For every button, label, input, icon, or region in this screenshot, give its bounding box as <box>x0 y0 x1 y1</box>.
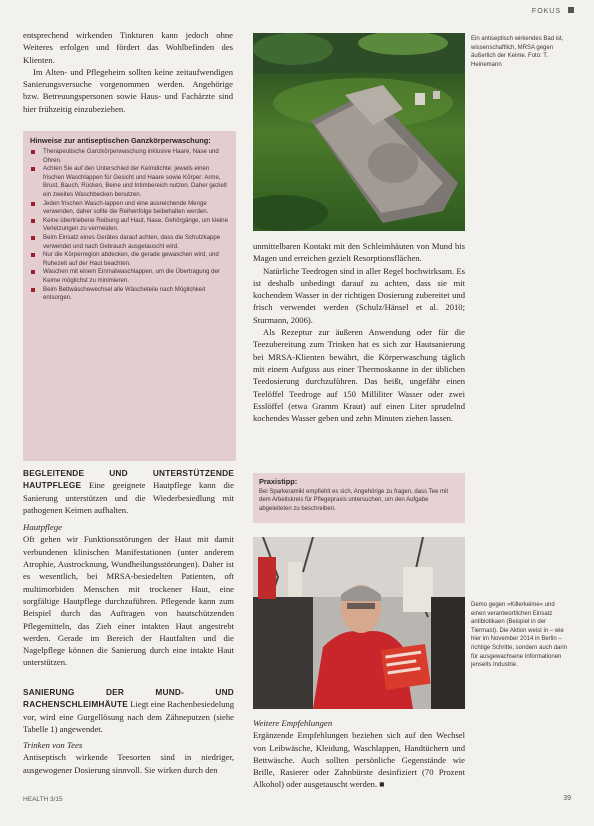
subheading-empfehlungen: Weitere Empfehlungen <box>253 718 333 728</box>
bullet-icon <box>31 202 35 206</box>
hints-list <box>30 148 230 303</box>
intro-text <box>23 29 233 115</box>
list-item: Keine übertriebene Reibung auf Haut, Nase, Gehörgänge, um kleine Verletzungen zu vermeiden. <box>30 217 230 234</box>
tees-text: Antiseptisch wirkende Teesorten sind in niedriger, ausgewogener Dosierung sinnvoll. Sie wirken durch den <box>23 752 234 775</box>
bullet-icon <box>31 236 35 240</box>
photo-demonstration <box>253 537 465 709</box>
list-item: Waschen mit einem Einmalwaschlappen, um die Übertragung der Keime möglichst zu minimieren. <box>30 268 230 285</box>
section-heading: BEGLEITENDE UND UNTERSTÜTZENDE HAUTPFLEGE <box>23 468 234 491</box>
bullet-icon <box>31 288 35 292</box>
section-mundraum <box>23 686 234 776</box>
bullet-icon <box>31 167 35 171</box>
column-2-text <box>253 240 465 424</box>
page-section-label <box>532 7 574 15</box>
bullet-icon <box>31 253 35 257</box>
section-marker-icon <box>568 7 574 13</box>
hautpflege-text: Oft gehen wir Funktionsstörungen der Haut mit damit verbundenen klinischen Manifestationen (unter anderem Atrophie, Austrocknung, Wundheilungsstörungen). Daher ist es wesentlich, bei MRSA-besiedelten Patienten, oft multimorbiden Menschen mit trockener Haut, eine sorgfältige Hautpflege durchzuführen. Pflegende kann zum Beispiel durch das Auftragen von hautschützenden Pflegemitteln, das Zieh einer intakten Haut angestrebt werden. Gerade im Bereich der Hautfalten und die Nagelpflege können die Sanierung durch eine intakte Haut unterstützen. <box>23 534 234 668</box>
photo-caption-top: Ein antiseptisch wirkendes Bad ist, wissenschaftlich, MRSA gegen äußerlich der Keime. Foto: T. Heinemann <box>471 36 564 68</box>
intro-paragraph-2: Im Alten- und Pflegeheim sollten keine zeitaufwendigen Sanierungsversuche vorgenommen werden. Angehörige bzw. Betreuungspersonen sowie Haus- und Fachärzte sind hier frühzeitig einzubeziehen. <box>23 66 233 114</box>
tip-text: Bei Sparkeramikl empfiehlt es sich, Angehörige zu fragen, dass Tee mit dem Arbeitskreis für Pflegepraxis untersuchen, um den Aufgabe abgeleiteten zu beschreiben. <box>259 489 448 512</box>
col2-paragraph: unmittelbaren Kontakt mit den Schleimhäuten von Mund bis Magen und erreichen gezielt Resorptionsflächen. <box>253 241 465 264</box>
list-item: Therapeutische Ganzkörperwaschung inklusive Haare, Nase und Ohren. <box>30 148 230 165</box>
section-lead: Eine geeignete Hautpflege kann die Sanierung unterstützen und die Wiederbesiedlung mit pathogenen Keimen aufhalten. <box>23 480 234 515</box>
list-item: Nur die Körperregion abdecken, die gerade gewaschen wird, und Ruhezeit auf der Haut beachten. <box>30 251 230 268</box>
tip-title: Praxistipp: <box>259 477 298 486</box>
hints-box <box>23 131 236 461</box>
empfehlungen-text: Ergänzende Empfehlungen beziehen sich auf den Wechsel von Leibwäsche, Kleidung, Waschlappen, Handtüchern und Bettwäsche. Auch sollten persönliche Gegenstände wie Brille, Rasierer oder Zahnbürste desinfiziert (70 Prozent Alkohol) oder ausgetauscht werden. ■ <box>253 730 465 790</box>
subheading-tees: Trinken von Tees <box>23 740 83 751</box>
list-item: Beim Einsatz eines Gerätes darauf achten, dass die Schutzkappe verwendet und nach Gebrauch ausgetauscht wird. <box>30 234 230 251</box>
col2-paragraph: Als Rezeptur zur äußeren Anwendung oder für die Teezubereitung zum Trinken hat es sich zur Hautsanierung bei MRSA-Klienten bewährt, die Körperwaschung täglich mit einem Aufguss aus einer Thermoskanne in der üblichen Teedosierung durchzuführen. Das heißt, ungefähr einen Teelöffel Teedroge auf 150 Milliliter Wasser oder zwei Esslöffel (etwa Gramm Kraut) auf einen Liter sprudelnd kochendes Wasser geben und zehn Minuten ziehen lassen. <box>253 327 465 424</box>
bullet-icon <box>31 270 35 274</box>
col2-paragraph: Natürliche Teedrogen sind in aller Regel hochwirksam. Es ist deshalb unbedingt darauf zu achten, dass sie mit kochendem Wasser in der richtigen Dosierung zubereitet und frisch verwendet werden (Schulz/Hänsel et al. 2010; Sturmann, 2006). <box>253 265 465 325</box>
section-name: FOKUS <box>531 8 562 15</box>
bullet-icon <box>31 150 35 154</box>
subheading-hautpflege: Hautpflege <box>23 522 63 533</box>
hints-box-title: Hinweise zur antiseptischen Ganzkörperwaschung: <box>30 136 211 145</box>
list-item: Jeden frischen Wasch-lappen und eine ausreichende Menge verwenden, daher sollte die Reihenfolge beibehalten werden. <box>30 200 230 217</box>
intro-paragraph: entsprechend wirkenden Tinkturen kann jedoch ohne Weiteres erfolgen und fördert das Wohlbefinden des Klienten. <box>23 30 233 65</box>
practice-tip-box <box>253 473 465 523</box>
section-lead: Liegt eine Rachenbesiedelung vor, wird eine Gurgellösung nach dem Zähneputzen (siehe Tabelle 1) angewendet. <box>23 699 235 734</box>
list-item: Beim Bettwäschewechsel alle Wäscheteile nach Möglichkeit entsorgen. <box>30 286 230 303</box>
section-hautpflege <box>23 467 234 669</box>
bullet-icon <box>31 219 35 223</box>
list-item: Achten Sie auf den Unterschied der Keimdichte: jeweils einen frischen Waschlappen für Gesicht und Haare sowie Körper: Arme, Brust, Bauch, Rücken, Beine und Intimbereich nutzen. Daher gezielt ein zweites Waschbecken benutzen. <box>30 165 230 199</box>
section-heading: SANIERUNG DER MUND- UND RACHENSCHLEIMHÄUTE <box>23 687 234 710</box>
page-number: 39 <box>563 795 571 802</box>
footer-left: HEALTH 3/15 <box>23 796 63 803</box>
photo-caption-bottom: Demo gegen »Killerkeime« und einen verantwortlichen Einsatz antibiotikaen (Beispiel in der Tiermast). Die Aktion weist in – wie hier im November 2014 in Berlin – richtige Schritte, sondern auch darin für ausgewachsene Informationen jenseits Industrie. <box>471 602 568 669</box>
weitere-empfehlungen <box>253 717 465 791</box>
photo-statue <box>253 33 465 231</box>
